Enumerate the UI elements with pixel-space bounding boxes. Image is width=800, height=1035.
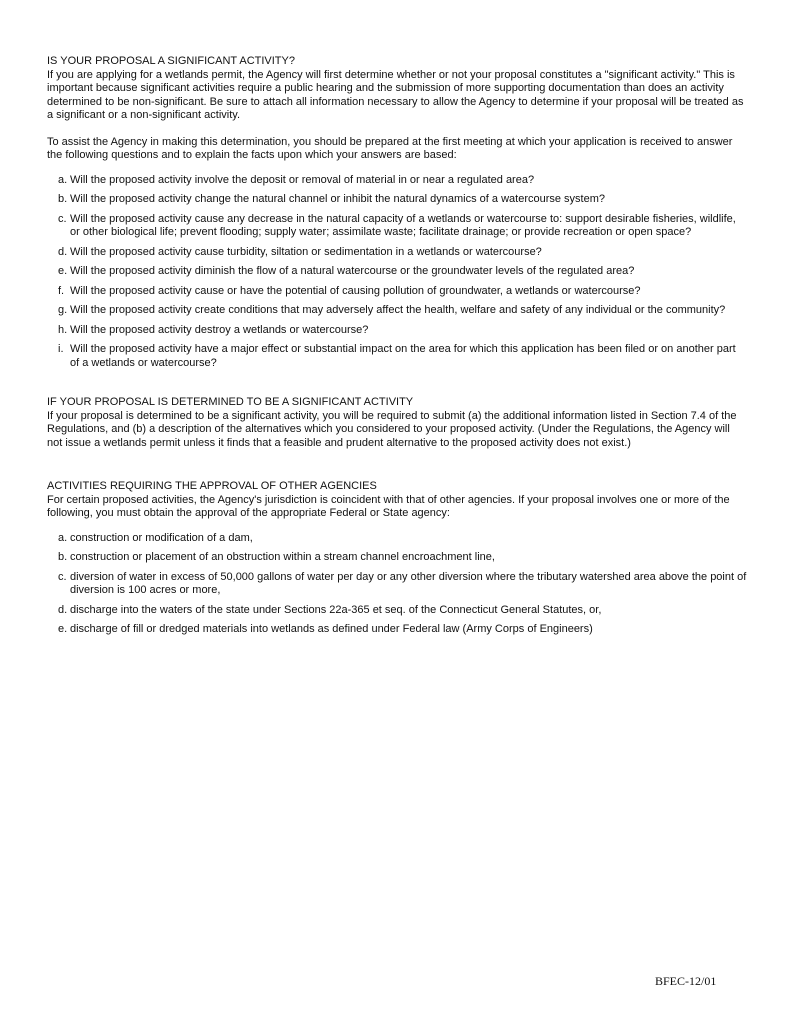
lead-paragraph: To assist the Agency in making this determination, you should be prepared at the first meeting at which your application is received to answer the following questions and to explain the facts upon which your answers are based:	[47, 135, 733, 161]
list-item: e. discharge of fill or dredged materials into wetlands as defined under Federal law (Army Corps of Engineers)	[58, 623, 593, 635]
section-body: For certain proposed activities, the Agency's jurisdiction is coincident with that of other agencies. If your proposal involves one or more of the following, you must obtain the approval of the appropriate Federal or State agency:	[47, 493, 730, 519]
questions-list	[47, 174, 747, 371]
list-item: c. diversion of water in excess of 50,000 gallons of water per day or any other diversion where the tributary watershed area above the point of diversion is 100 acres or more,	[58, 570, 747, 596]
list-item: i. Will the proposed activity have a major effect or substantial impact on the area for which this application has been filed or on another part of a wetlands or watercourse?	[58, 343, 736, 369]
section-significant-activity	[47, 55, 747, 370]
section-body: If your proposal is determined to be a significant activity, you will be required to submit (a) the additional information listed in Section 7.4 of the Regulations, and (b) a description of the alternatives which you considered to your proposed activity. (Under the Regulations, the Agency will not issue a wetlands permit unless it finds that a feasible and prudent alternative to the proposed activity does not exist.)	[47, 409, 737, 449]
list-item: e. Will the proposed activity diminish the flow of a natural watercourse or the groundwater levels of the regulated area?	[58, 265, 635, 277]
section-heading: IS YOUR PROPOSAL A SIGNIFICANT ACTIVITY?	[47, 55, 295, 67]
list-item: c. Will the proposed activity cause any decrease in the natural capacity of a wetlands or watercourse to: support desirable fisheries, wildlife, or other biological life; prevent flooding; supply water; assimilate waste; facilitate drainage; or provide recreation or open space?	[58, 212, 736, 238]
document-page	[47, 55, 747, 643]
section-other-agencies	[47, 480, 747, 637]
list-item: b. construction or placement of an obstruction within a stream channel encroachment line,	[58, 551, 495, 563]
list-item: b. Will the proposed activity change the natural channel or inhibit the natural dynamics of a watercourse system?	[58, 193, 606, 205]
list-item: a. construction or modification of a dam,	[58, 531, 253, 544]
list-item: d. Will the proposed activity cause turbidity, siltation or sedimentation in a wetlands or watercourse?	[58, 245, 542, 258]
list-item: f. Will the proposed activity cause or have the potential of causing pollution of groundwater, a wetlands or watercourse?	[58, 284, 641, 297]
section-heading: ACTIVITIES REQUIRING THE APPROVAL OF OTHER AGENCIES	[47, 480, 377, 492]
activities-list	[47, 532, 747, 637]
form-code: BFEC-12/01	[655, 974, 717, 988]
intro-paragraph: If you are applying for a wetlands permit, the Agency will first determine whether or not your proposal constitutes a "significant activity." This is important because significant activities require a public hearing and the submission of more supporting documentation than does an activity determined to be non-significant. Be sure to attach all information necessary to allow the Agency to determine if your proposal will be treated as a significant or a non-significant activity.	[47, 68, 744, 121]
list-item: h. Will the proposed activity destroy a wetlands or watercourse?	[58, 323, 369, 336]
section-determined-significant	[47, 396, 747, 450]
list-item: d. discharge into the waters of the state under Sections 22a-365 et seq. of the Connecticut General Statutes, or,	[58, 603, 602, 616]
section-heading: IF YOUR PROPOSAL IS DETERMINED TO BE A SIGNIFICANT ACTIVITY	[47, 396, 414, 408]
list-item: g. Will the proposed activity create conditions that may adversely affect the health, welfare and safety of any individual or the community?	[58, 304, 726, 316]
list-item: a. Will the proposed activity involve the deposit or removal of material in or near a regulated area?	[58, 173, 535, 186]
